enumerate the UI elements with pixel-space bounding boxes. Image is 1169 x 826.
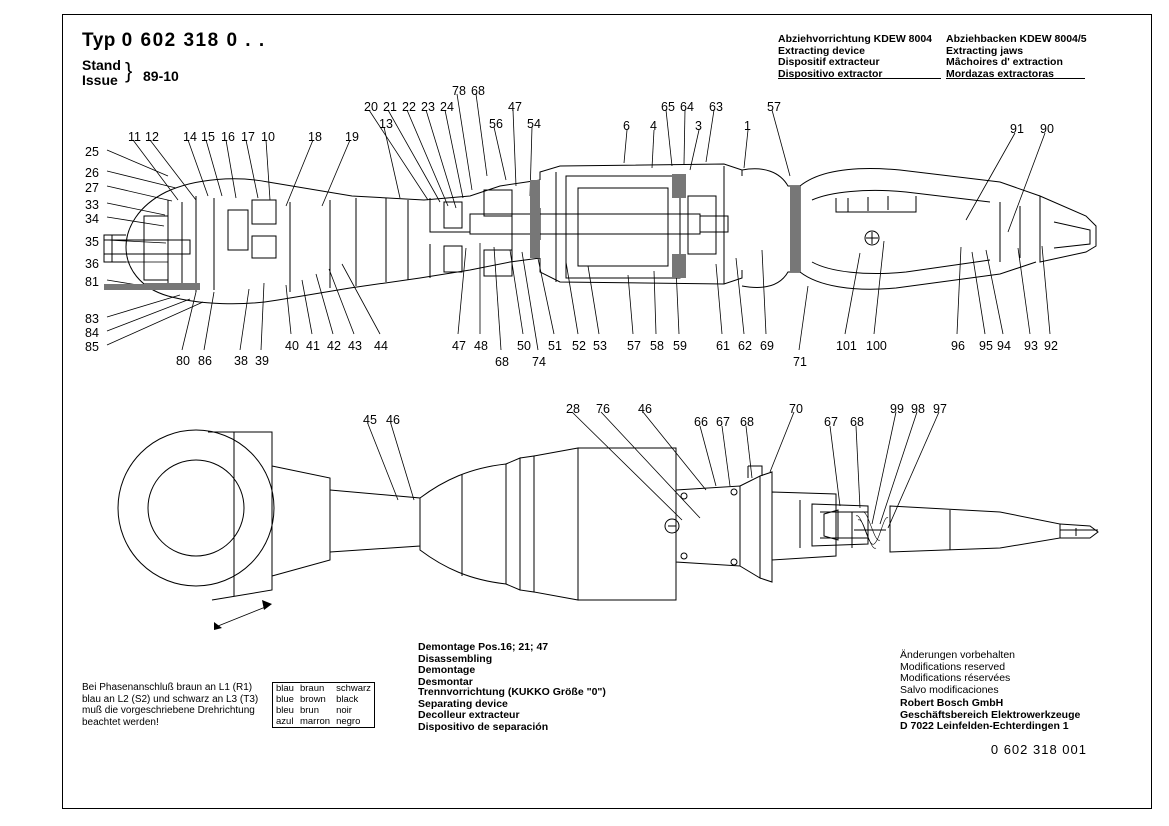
callout-65: 65 [661, 100, 675, 114]
extracting-device-underline [778, 78, 941, 79]
callout-13: 13 [379, 117, 393, 131]
company-block [900, 698, 1080, 733]
callout-67-left: 67 [716, 415, 730, 429]
callout-17: 17 [241, 130, 255, 144]
callout-50: 50 [517, 339, 531, 353]
callout-58: 58 [650, 339, 664, 353]
callout-4: 4 [650, 119, 657, 133]
brace-glyph: } [125, 58, 133, 83]
extracting-device-block [778, 34, 932, 80]
callout-52: 52 [572, 339, 586, 353]
callout-84: 84 [85, 326, 99, 340]
callout-28: 28 [566, 402, 580, 416]
callout-33: 33 [85, 198, 99, 212]
callout-24: 24 [440, 100, 454, 114]
extracting-device-fr: Dispositif extracteur [778, 56, 880, 68]
modifications-en: Modifications reserved [900, 660, 1006, 673]
callout-18: 18 [308, 130, 322, 144]
extracting-device-de: Abziehvorrichtung KDEW 8004 [778, 33, 933, 45]
disassembly-es: Desmontar [418, 675, 473, 688]
callout-45: 45 [363, 413, 377, 427]
callout-101: 101 [836, 339, 857, 353]
table-row [273, 694, 374, 705]
wire-es-1: azul [276, 716, 294, 727]
callout-21: 21 [383, 100, 397, 114]
extracting-device-en: Extracting device [778, 44, 865, 57]
callout-56: 56 [489, 117, 503, 131]
callout-64: 64 [680, 100, 694, 114]
callout-35: 35 [85, 235, 99, 249]
callout-42: 42 [327, 339, 341, 353]
modifications-es: Salvo modificaciones [900, 683, 999, 696]
disassembly-en: Disassembling [418, 652, 493, 665]
typ-number: 0 602 318 0 . . [121, 30, 266, 51]
callout-38: 38 [234, 354, 248, 368]
callout-96: 96 [951, 339, 965, 353]
callout-47-bottom: 47 [452, 339, 466, 353]
callout-74: 74 [532, 355, 546, 369]
callout-83: 83 [85, 312, 99, 326]
callout-91: 91 [1010, 122, 1024, 136]
callout-46-left: 46 [386, 413, 400, 427]
callout-57-bottom: 57 [627, 339, 641, 353]
callout-14: 14 [183, 130, 197, 144]
callout-48: 48 [474, 339, 488, 353]
extracting-jaws-fr: Mâchoires d' extraction [946, 56, 1063, 68]
wire-en-2: brown [299, 694, 326, 705]
callout-26: 26 [85, 166, 99, 180]
callout-93: 93 [1024, 339, 1038, 353]
phase-note-line-4: beachtet werden! [82, 716, 159, 728]
callout-76: 76 [596, 402, 610, 416]
callout-78: 78 [452, 84, 466, 98]
typ-label: Typ [82, 30, 116, 51]
wire-de-3: schwarz [336, 683, 371, 694]
wire-fr-2: brun [299, 705, 319, 716]
callout-53: 53 [593, 339, 607, 353]
company-division: Geschäftsbereich Elektrowerkzeuge [900, 708, 1081, 721]
callout-25: 25 [85, 145, 99, 159]
callout-23: 23 [421, 100, 435, 114]
table-row [273, 683, 374, 694]
page-title [82, 30, 266, 52]
callout-41: 41 [306, 339, 320, 353]
wire-es-2: marron [299, 716, 331, 727]
callout-40: 40 [285, 339, 299, 353]
extracting-device-es: Dispositivo extractor [778, 67, 883, 80]
callout-15: 15 [201, 130, 215, 144]
separating-fr: Decolleur extracteur [418, 709, 520, 721]
callout-63: 63 [709, 100, 723, 114]
callout-34: 34 [85, 212, 99, 226]
stand-issue-labels [82, 58, 121, 88]
separating-en: Separating device [418, 697, 508, 710]
callout-1: 1 [744, 119, 751, 133]
phase-connection-note [82, 682, 258, 728]
table-row [273, 705, 374, 716]
callout-27: 27 [85, 181, 99, 195]
wire-fr-3: noir [336, 705, 352, 716]
callout-95: 95 [979, 339, 993, 353]
wire-de-1: blau [276, 683, 294, 694]
wire-color-table [272, 682, 375, 728]
callout-47-top: 47 [508, 100, 522, 114]
wire-en-1: blue [276, 694, 294, 705]
callout-62: 62 [738, 339, 752, 353]
callout-39: 39 [255, 354, 269, 368]
company-name: Robert Bosch GmbH [900, 697, 1004, 709]
callout-94: 94 [997, 339, 1011, 353]
callout-16: 16 [221, 130, 235, 144]
separating-de: Trennvorrichtung (KUKKO Größe "0") [418, 686, 606, 698]
callout-3: 3 [695, 119, 702, 133]
extracting-jaws-underline [946, 78, 1085, 79]
callout-68-lower-right: 68 [850, 415, 864, 429]
callout-90: 90 [1040, 122, 1054, 136]
callout-43: 43 [348, 339, 362, 353]
extracting-jaws-es: Mordazas extractoras [946, 67, 1054, 80]
separating-device-block [418, 687, 606, 733]
modifications-fr: Modifications réservées [900, 672, 1011, 684]
callout-61: 61 [716, 339, 730, 353]
callout-80: 80 [176, 354, 190, 368]
table-row [273, 716, 374, 727]
company-address: D 7022 Leinfelden-Echterdingen 1 [900, 720, 1069, 732]
callout-12: 12 [145, 130, 159, 144]
wire-es-3: negro [336, 716, 361, 727]
callout-81: 81 [85, 275, 99, 289]
extracting-jaws-block [946, 34, 1087, 80]
callout-57-top: 57 [767, 100, 781, 114]
wire-fr-1: bleu [276, 705, 294, 716]
callout-99: 99 [890, 402, 904, 416]
callout-97: 97 [933, 402, 947, 416]
disassembly-fr: Demontage [418, 664, 476, 676]
modifications-de: Änderungen vorbehalten [900, 649, 1016, 661]
stand-label: Stand [82, 57, 121, 73]
callout-59: 59 [673, 339, 687, 353]
callout-36: 36 [85, 257, 99, 271]
callout-68-top: 68 [471, 84, 485, 98]
disassembly-de: Demontage Pos.16; 21; 47 [418, 641, 549, 653]
disassembly-block [418, 642, 548, 688]
extracting-jaws-de: Abziehbacken KDEW 8004/5 [946, 33, 1087, 45]
callout-66: 66 [694, 415, 708, 429]
phase-note-line-3: muß die vorgeschriebene Drehrichtung [82, 705, 255, 716]
callout-86: 86 [198, 354, 212, 368]
callout-69: 69 [760, 339, 774, 353]
callout-92: 92 [1044, 339, 1058, 353]
callout-20: 20 [364, 100, 378, 114]
issue-label: Issue [82, 72, 118, 88]
callout-85: 85 [85, 340, 99, 354]
wire-de-2: braun [299, 683, 325, 694]
document-code: 0 602 318 001 [990, 742, 1087, 757]
callout-70: 70 [789, 402, 803, 416]
extracting-jaws-en: Extracting jaws [946, 44, 1024, 57]
phase-note-line-2: blau an L2 (S2) und schwarz an L3 (T3) [82, 693, 259, 705]
callout-67-right: 67 [824, 415, 838, 429]
callout-100: 100 [866, 339, 887, 353]
issue-date: 89-10 [143, 68, 179, 84]
wire-en-3: black [336, 694, 359, 705]
callout-68-bottom: 68 [495, 355, 509, 369]
callout-44: 44 [374, 339, 388, 353]
callout-98: 98 [911, 402, 925, 416]
callout-54: 54 [527, 117, 541, 131]
callout-19: 19 [345, 130, 359, 144]
callout-11: 11 [128, 130, 141, 144]
callout-71: 71 [793, 355, 807, 369]
callout-46-right: 46 [638, 402, 652, 416]
separating-es: Dispositivo de separación [418, 720, 549, 733]
callout-22: 22 [402, 100, 416, 114]
callout-6: 6 [623, 119, 630, 133]
callout-68-lower-left: 68 [740, 415, 754, 429]
callout-10: 10 [261, 130, 275, 144]
callout-51: 51 [548, 339, 562, 353]
phase-note-line-1: Bei Phasenanschluß braun an L1 (R1) [82, 682, 253, 693]
modifications-block [900, 650, 1015, 696]
